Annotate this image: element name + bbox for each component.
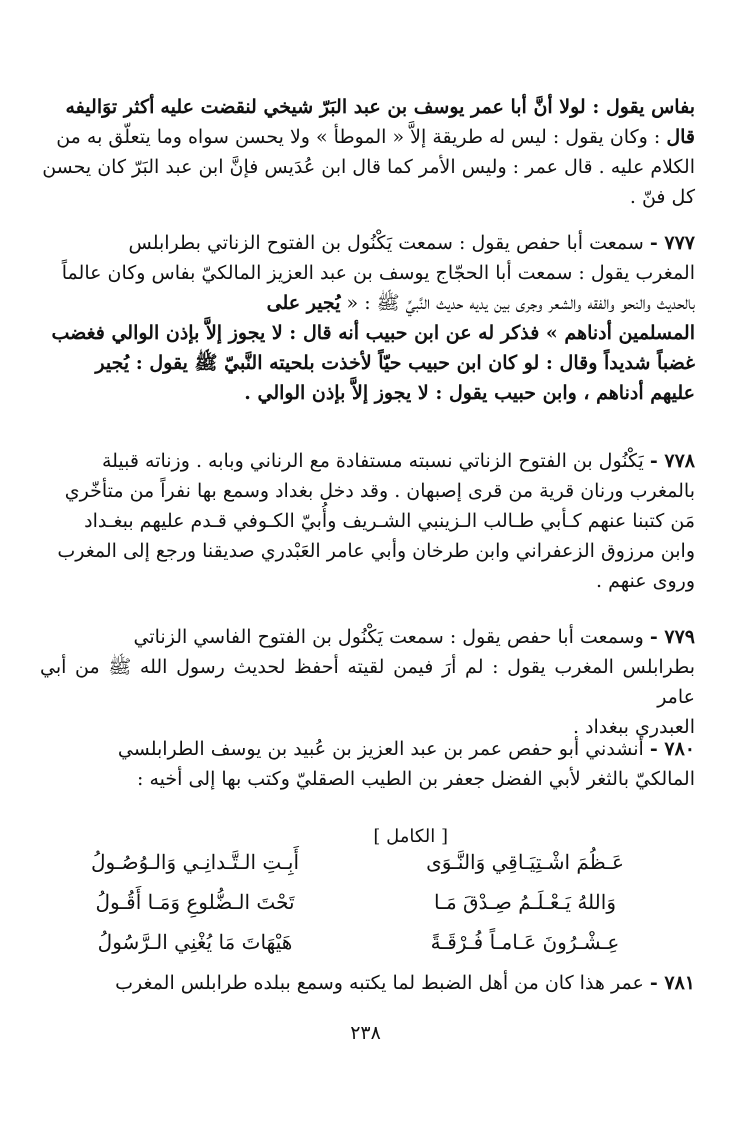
text-line [40, 348, 695, 378]
entry-781 [40, 968, 695, 998]
text-line [40, 446, 695, 476]
text-span: أنشدني أبو حفص عمر بن عبد العزيز بن عُبيد بن يوسف الطرابلسي [117, 738, 644, 760]
text-span: قال [666, 126, 695, 148]
text-line [40, 228, 695, 258]
poem-verse [60, 842, 660, 882]
text-span: يُجير على [266, 292, 341, 314]
text-span: سمعت أبا حفص يقول : سمعت يَكْنُول بن الفتوح الزناتي بطرابلس [128, 232, 644, 254]
verse-second-hemistich: تَحْتَ الـضُّلوعِ وَمَـا أَقُـولُ [95, 890, 295, 914]
text-span: : وكان يقول : ليس له طريقة إلاَّ « الموطأ » ولا يحسن سواه وما يتعلّق به من [56, 126, 661, 148]
entry-number: ٧٧٧ - [649, 232, 695, 254]
text-span: يَكْنُول بن الفتوح الزناتي نسبته مستفادة مع الرناني وبابه . وزناته قبيلة [101, 450, 644, 472]
entry-780 [40, 734, 695, 794]
entry-number: ٧٨٠ - [649, 738, 695, 760]
text-line [40, 622, 695, 652]
verse-first-hemistich: عِـشْـرُونَ عَـامـاً فُـرْقَـةً [430, 930, 620, 954]
verse-second-hemistich: هَيْهَاتَ مَا يُغْنِي الـرَّسُولُ [97, 930, 293, 954]
text-line: المسلمين أدناهم » فذكر له عن ابن حبيب أنه قال : لا يجوز إلاَّ بإذن الوالي فغضب [51, 322, 695, 344]
entry-number: ٧٨١ - [649, 972, 695, 994]
entry-779 [40, 622, 695, 742]
text-line: بطرابلس المغرب يقول : لم أرَ فيمن لقيته أحفظ لحديث رسول الله ﷺ من أبي عامر [40, 656, 695, 708]
entry-number: ٧٧٩ - [649, 626, 695, 648]
entry-number: ٧٧٨ - [649, 450, 695, 472]
text-line: الكلام عليه . قال عمر : وليس الأمر كما قال ابن عُدَيس فإنَّ ابن عبد البَرّ كان يحسن [42, 156, 695, 178]
text-span: يُجير [95, 352, 130, 374]
text-line: وابن مرزوق الزعفراني وابن طرخان وأبي عامر العَبْدري صديقنا ورجع إلى المغرب [57, 540, 695, 562]
text-line: بالمغرب ورنان قرية من قرى إصبهان . وقد دخل بغداد وسمع بها نفراً من متأخّري [64, 480, 695, 502]
text-span: غضباً شديداً وقال : لو كان ابن حبيب حيّاً لأخذت بلحيته النَّبيّ ﷺ يقول : [135, 352, 695, 374]
top-paragraph [40, 92, 695, 212]
text-line [40, 122, 695, 152]
text-line [40, 288, 695, 318]
text-span: بفاس يقول : لولا أنَّ أبا عمر يوسف بن عبد البَرّ شيخي لنقضت عليه [160, 96, 695, 118]
text-line: مَن كتبنا عنهم كـأبي طـالب الـزينبي الشـريف وأُبيّ الكـوفي قـدم عليهم ببغـداد [84, 510, 695, 532]
text-line [40, 968, 695, 998]
verse-first-hemistich: عَـظُمَ اشْـتِيَـاقِي وَالنَّـوَى [426, 850, 624, 874]
text-line [40, 92, 695, 122]
poem-verse [60, 922, 660, 962]
poem-verse [60, 882, 660, 922]
text-span: بالحديث والنحو والفقه والشعر وجرى بين يديه حديث النَّبيِّ ﷺ : « [346, 292, 695, 314]
text-line: عليهم أدناهم ، وابن حبيب يقول : لا يجوز إلاَّ بإذن الوالي . [244, 382, 695, 404]
entry-777 [40, 228, 695, 408]
verse-first-hemistich: وَاللهُ يَـعْـلَـمُ صِـدْقَ مَـا [434, 890, 616, 914]
text-line: المغرب يقول : سمعت أبا الحجّاج يوسف بن عبد العزيز المالكيّ بفاس وكان عالماً [61, 262, 695, 284]
verse-second-hemistich: أَبِـتِ الـتَّـدانِـي وَالـوُصُـولُ [90, 850, 300, 874]
poem-meter: [ الكامل ] [373, 826, 448, 847]
text-line: كل فنّ . [629, 186, 695, 208]
text-span: أكثر توَاليفه [65, 96, 155, 118]
page-number: ٢٣٨ [350, 1022, 381, 1044]
text-span: وسمعت أبا حفص يقول : سمعت يَكْنُول بن الفتوح الفاسي الزناتي [133, 626, 644, 648]
entry-778 [40, 446, 695, 596]
text-line: العبدري ببغداد . [572, 716, 695, 738]
poem [60, 842, 660, 962]
text-line: المالكيّ بالثغر لأبي الفضل جعفر بن الطيب الصقليّ وكتب بها إلى أخيه : [137, 768, 695, 790]
text-line [40, 734, 695, 764]
text-line: وروى عنهم . [596, 570, 695, 592]
text-span: عمر هذا كان من أهل الضبط لما يكتبه وسمع ببلده طرابلس المغرب [115, 972, 644, 994]
